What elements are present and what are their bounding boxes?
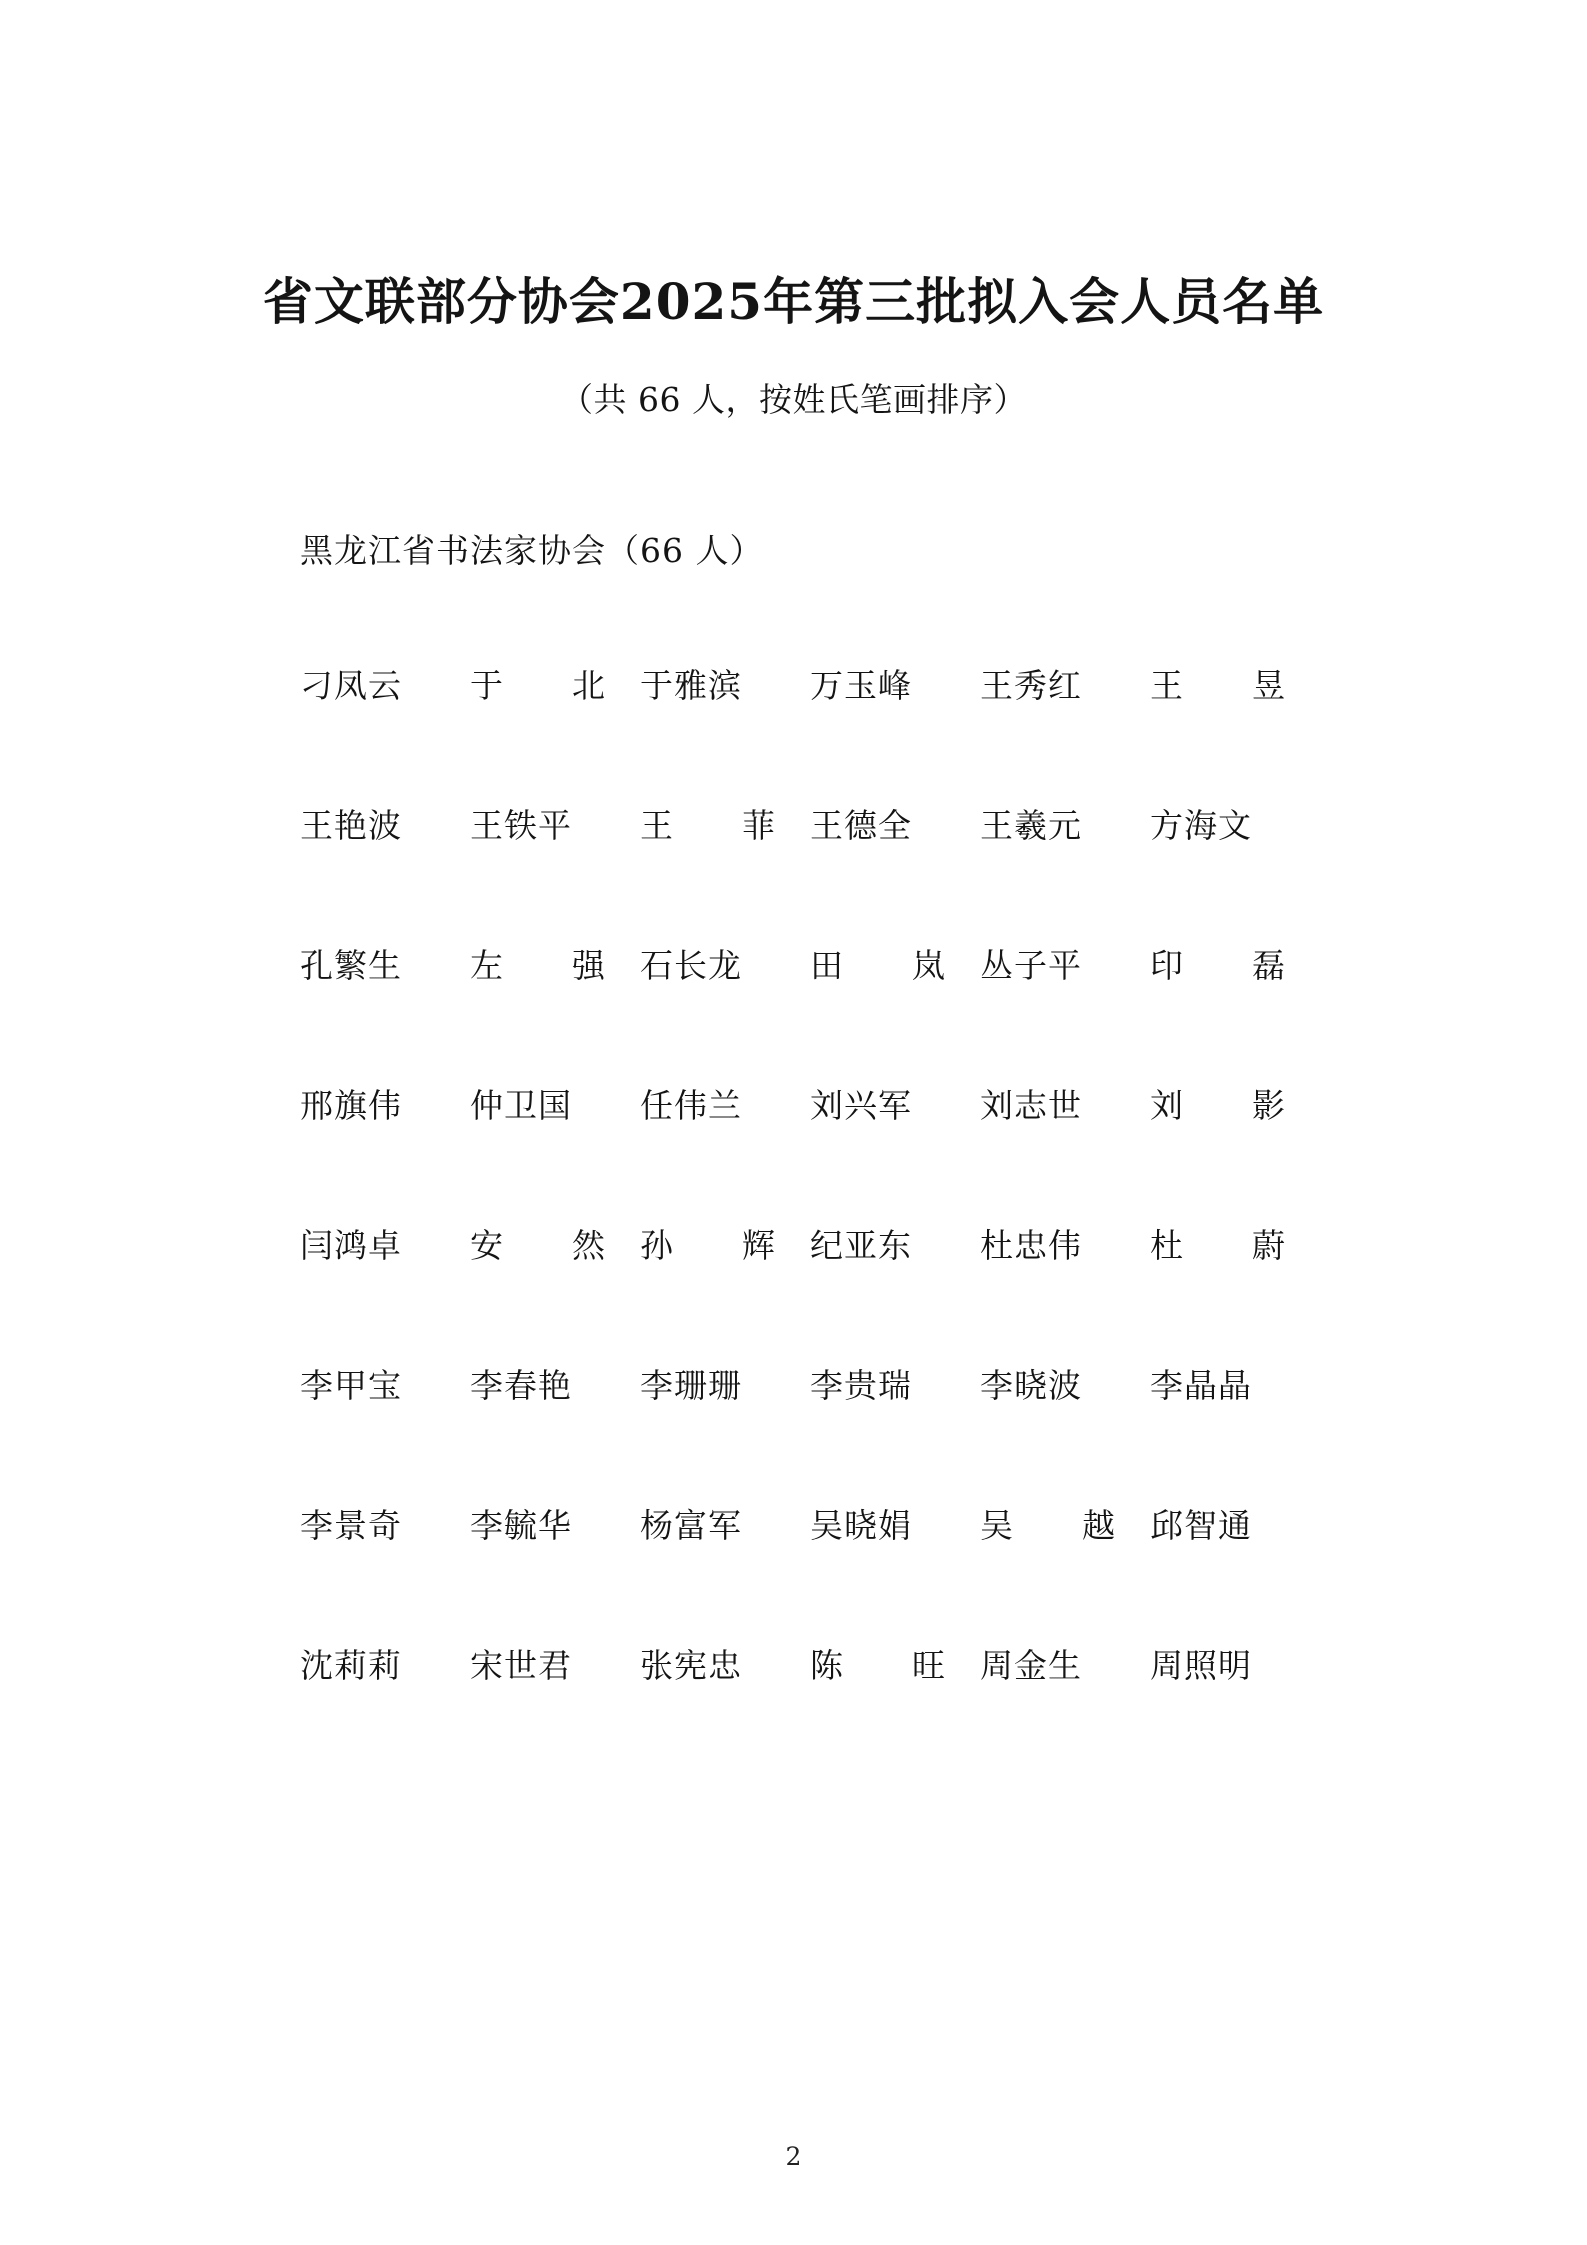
name-cell: 刘兴军 — [810, 1086, 912, 1125]
name-cell: 孙 辉 — [640, 1226, 776, 1265]
name-row — [300, 1220, 1337, 1267]
name-cell: 沈莉莉 — [300, 1646, 402, 1685]
section-heading: 黑龙江省书法家协会（66 人） — [300, 531, 764, 570]
name-row — [300, 1640, 1337, 1687]
name-list — [0, 572, 1587, 1687]
name-cell: 李毓华 — [470, 1506, 572, 1545]
name-cell: 万玉峰 — [810, 666, 912, 705]
name-row — [300, 660, 1337, 707]
name-cell: 纪亚东 — [810, 1226, 912, 1265]
name-cell: 石长龙 — [640, 946, 742, 985]
name-row — [300, 800, 1337, 847]
name-cell: 王铁平 — [470, 806, 572, 845]
name-cell: 仲卫国 — [470, 1086, 572, 1125]
name-cell: 王秀红 — [980, 666, 1082, 705]
name-cell: 周金生 — [980, 1646, 1082, 1685]
name-cell: 安 然 — [470, 1226, 606, 1265]
name-cell: 于雅滨 — [640, 666, 742, 705]
page-number: 2 — [785, 2142, 802, 2171]
name-cell: 印 磊 — [1150, 946, 1286, 985]
name-cell: 刘志世 — [980, 1086, 1082, 1125]
name-row — [300, 1080, 1337, 1127]
name-cell: 左 强 — [470, 946, 606, 985]
name-cell: 闫鸿卓 — [300, 1226, 402, 1265]
page-title: 省文联部分协会2025年第三批拟入会人员名单 — [262, 272, 1325, 331]
name-cell: 李贵瑞 — [810, 1366, 912, 1405]
name-cell: 王 昱 — [1150, 666, 1286, 705]
name-cell: 李甲宝 — [300, 1366, 402, 1405]
name-row — [300, 1500, 1337, 1547]
name-cell: 周照明 — [1150, 1646, 1252, 1685]
name-cell: 李珊珊 — [640, 1366, 742, 1405]
name-cell: 宋世君 — [470, 1646, 572, 1685]
name-cell: 任伟兰 — [640, 1086, 742, 1125]
name-cell: 吴晓娟 — [810, 1506, 912, 1545]
name-cell: 吴 越 — [980, 1506, 1116, 1545]
name-cell: 邢旗伟 — [300, 1086, 402, 1125]
name-cell: 丛子平 — [980, 946, 1082, 985]
name-cell: 李晓波 — [980, 1366, 1082, 1405]
name-row — [300, 940, 1337, 987]
name-cell: 李晶晶 — [1150, 1366, 1252, 1405]
name-cell: 杨富军 — [640, 1506, 742, 1545]
name-cell: 田 岚 — [810, 946, 946, 985]
name-cell: 王羲元 — [980, 806, 1082, 845]
name-cell: 李景奇 — [300, 1506, 402, 1545]
page-subtitle: （共 66 人，按姓氏笔画排序） — [560, 380, 1027, 419]
name-cell: 王艳波 — [300, 806, 402, 845]
name-cell: 方海文 — [1150, 806, 1252, 845]
name-cell: 邱智通 — [1150, 1506, 1252, 1545]
name-cell: 张宪忠 — [640, 1646, 742, 1685]
name-cell: 孔繁生 — [300, 946, 402, 985]
name-cell: 王 菲 — [640, 806, 776, 845]
name-cell: 陈 旺 — [810, 1646, 946, 1685]
name-cell: 刘 影 — [1150, 1086, 1286, 1125]
name-row — [300, 1360, 1337, 1407]
name-cell: 杜 蔚 — [1150, 1226, 1286, 1265]
name-cell: 李春艳 — [470, 1366, 572, 1405]
name-cell: 杜忠伟 — [980, 1226, 1082, 1265]
name-cell: 于 北 — [470, 666, 606, 705]
name-cell: 王德全 — [810, 806, 912, 845]
name-cell: 刁凤云 — [300, 666, 402, 705]
